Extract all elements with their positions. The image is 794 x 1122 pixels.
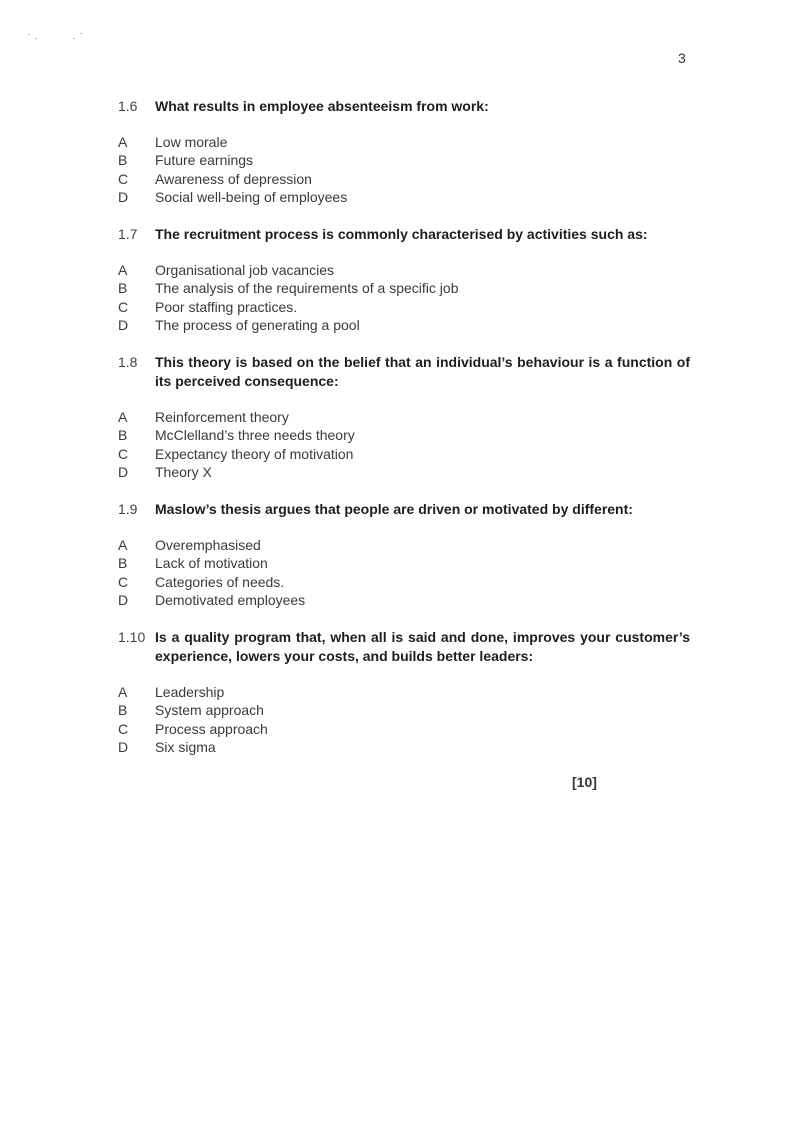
option-c: C Categories of needs. [118, 573, 285, 590]
section-marks: [10] [572, 774, 597, 790]
question-number: 1.10 [118, 629, 146, 645]
question-text: What results in employee absenteeism from work: [155, 98, 489, 114]
option-a: A Leadership [118, 684, 225, 700]
option-d: D Theory X [118, 463, 212, 480]
options-list [118, 408, 690, 481]
options-list [118, 261, 690, 334]
options-list [118, 133, 690, 206]
question-text: Is a quality program that, when all is said and done, improves your customer’s experience, lowers your costs, and builds better leaders: [155, 629, 690, 664]
question-number: 1.9 [118, 501, 138, 517]
option-d: D Six sigma [118, 738, 216, 755]
question-1-6 [118, 97, 690, 206]
option-a: A Overemphasised [118, 537, 261, 553]
option-b: B Future earnings [118, 152, 254, 169]
option-c: C Process approach [118, 720, 268, 737]
options-list [118, 536, 690, 609]
scan-speck [80, 33, 82, 34]
option-a: A Low morale [118, 134, 228, 150]
question-number: 1.7 [118, 226, 138, 242]
question-1-10 [118, 628, 690, 756]
options-list [118, 683, 690, 756]
scan-speck [28, 34, 30, 35]
option-c: C Expectancy theory of motivation [118, 445, 354, 462]
question-text: Maslow’s thesis argues that people are driven or motivated by different: [155, 501, 633, 517]
question-number: 1.8 [118, 354, 138, 370]
question-1-7 [118, 225, 690, 334]
option-a: A Organisational job vacancies [118, 262, 334, 278]
question-text: The recruitment process is commonly characterised by activities such as: [155, 226, 648, 242]
option-a: A Reinforcement theory [118, 409, 289, 425]
option-c: C Poor staffing practices. [118, 298, 298, 315]
option-b: B System approach [118, 702, 264, 719]
option-b: B McClelland’s three needs theory [118, 427, 355, 444]
option-d: D Social well-being of employees [118, 188, 348, 205]
page-number: 3 [678, 50, 686, 66]
scan-speck [35, 38, 37, 39]
option-b: B The analysis of the requirements of a specific job [118, 280, 459, 297]
scan-speck [73, 38, 75, 39]
option-d: D Demotivated employees [118, 591, 306, 608]
option-c: C Awareness of depression [118, 170, 312, 187]
question-number: 1.6 [118, 98, 138, 114]
question-1-9 [118, 500, 690, 609]
option-d: D The process of generating a pool [118, 316, 360, 333]
option-b: B Lack of motivation [118, 555, 268, 572]
question-1-8 [118, 353, 690, 481]
question-text: This theory is based on the belief that an individual’s behaviour is a function of its perceived consequence: [155, 354, 690, 389]
